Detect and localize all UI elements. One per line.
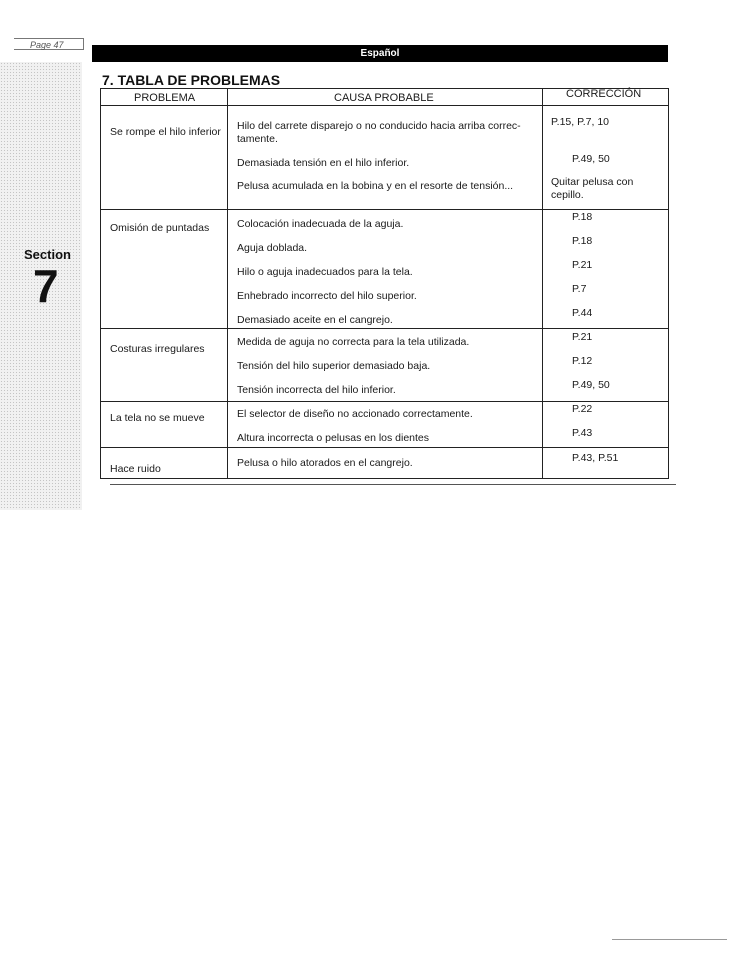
- language-bar: Español: [92, 45, 668, 62]
- header-correccion: CORRECCIÓN: [566, 88, 642, 100]
- correction-text: P.18: [572, 235, 593, 247]
- cause-text: Demasiado aceite en el cangrejo.: [237, 314, 393, 326]
- row-divider: [100, 447, 668, 448]
- cause-text: Pelusa o hilo atorados en el cangrejo.: [237, 457, 413, 469]
- correction-text: P.15, P.7, 10: [551, 116, 610, 128]
- row-divider: [100, 105, 668, 106]
- problem-label: Se rompe el hilo inferior: [110, 126, 221, 138]
- section-label: Section: [24, 247, 71, 262]
- header-causa: CAUSA PROBABLE: [334, 92, 434, 104]
- cause-text: Pelusa acumulada en la bobina y en el resorte de tensión...: [237, 180, 514, 192]
- row-divider: [100, 401, 668, 402]
- table-border-right: [668, 88, 669, 479]
- header-problema: PROBLEMA: [134, 92, 196, 104]
- cause-text: El selector de diseño no accionado correctamente.: [237, 408, 473, 420]
- table-border-bottom: [100, 478, 668, 479]
- problem-label: Hace ruido: [110, 463, 161, 475]
- correction-text: P.7: [572, 283, 587, 295]
- corner-rule: [612, 939, 727, 940]
- correction-text: P.49, 50: [572, 153, 610, 165]
- section-number: 7: [33, 260, 59, 312]
- cause-text: Altura incorrecta o pelusas en los dientes: [237, 432, 430, 444]
- correction-text: P.49, 50: [572, 379, 610, 391]
- cause-text: Tensión del hilo superior demasiado baja.: [237, 360, 431, 372]
- cause-text: Medida de aguja no correcta para la tela utilizada.: [237, 336, 470, 348]
- problem-label: Omisión de puntadas: [110, 222, 210, 234]
- correction-text: P.21: [572, 259, 593, 271]
- problem-label: La tela no se mueve: [110, 412, 205, 424]
- cause-text: Aguja doblada.: [237, 242, 308, 254]
- table-border-left: [100, 88, 101, 478]
- cause-text: Demasiada tensión en el hilo inferior.: [237, 157, 410, 169]
- correction-text: P.44: [572, 307, 593, 319]
- cause-text: Tensión incorrecta del hilo inferior.: [237, 384, 396, 396]
- page-number-tab: Page 47: [14, 38, 84, 50]
- cause-text: Colocación inadecuada de la aguja.: [237, 218, 404, 230]
- correction-text: P.12: [572, 355, 593, 367]
- cause-text: Hilo del carrete disparejo o no conducido hacia arriba correc-tamente.: [237, 120, 521, 145]
- correction-text: P.21: [572, 331, 593, 343]
- page-title: 7. TABLA DE PROBLEMAS: [102, 72, 281, 88]
- correction-text: P.43: [572, 427, 593, 439]
- problem-label: Costuras irregulares: [110, 343, 205, 355]
- correction-text: P.18: [572, 211, 593, 223]
- correction-text: Quitar pelusa con cepillo.: [551, 176, 634, 201]
- row-divider: [100, 209, 668, 210]
- cause-text: Enhebrado incorrecto del hilo superior.: [237, 290, 417, 302]
- footer-rule: [110, 484, 676, 485]
- column-divider: [542, 88, 543, 478]
- row-divider: [100, 328, 668, 329]
- cause-text: Hilo o aguja inadecuados para la tela.: [237, 266, 413, 278]
- column-divider: [227, 88, 228, 478]
- correction-text: P.43, P.51: [572, 452, 619, 464]
- correction-text: P.22: [572, 403, 593, 415]
